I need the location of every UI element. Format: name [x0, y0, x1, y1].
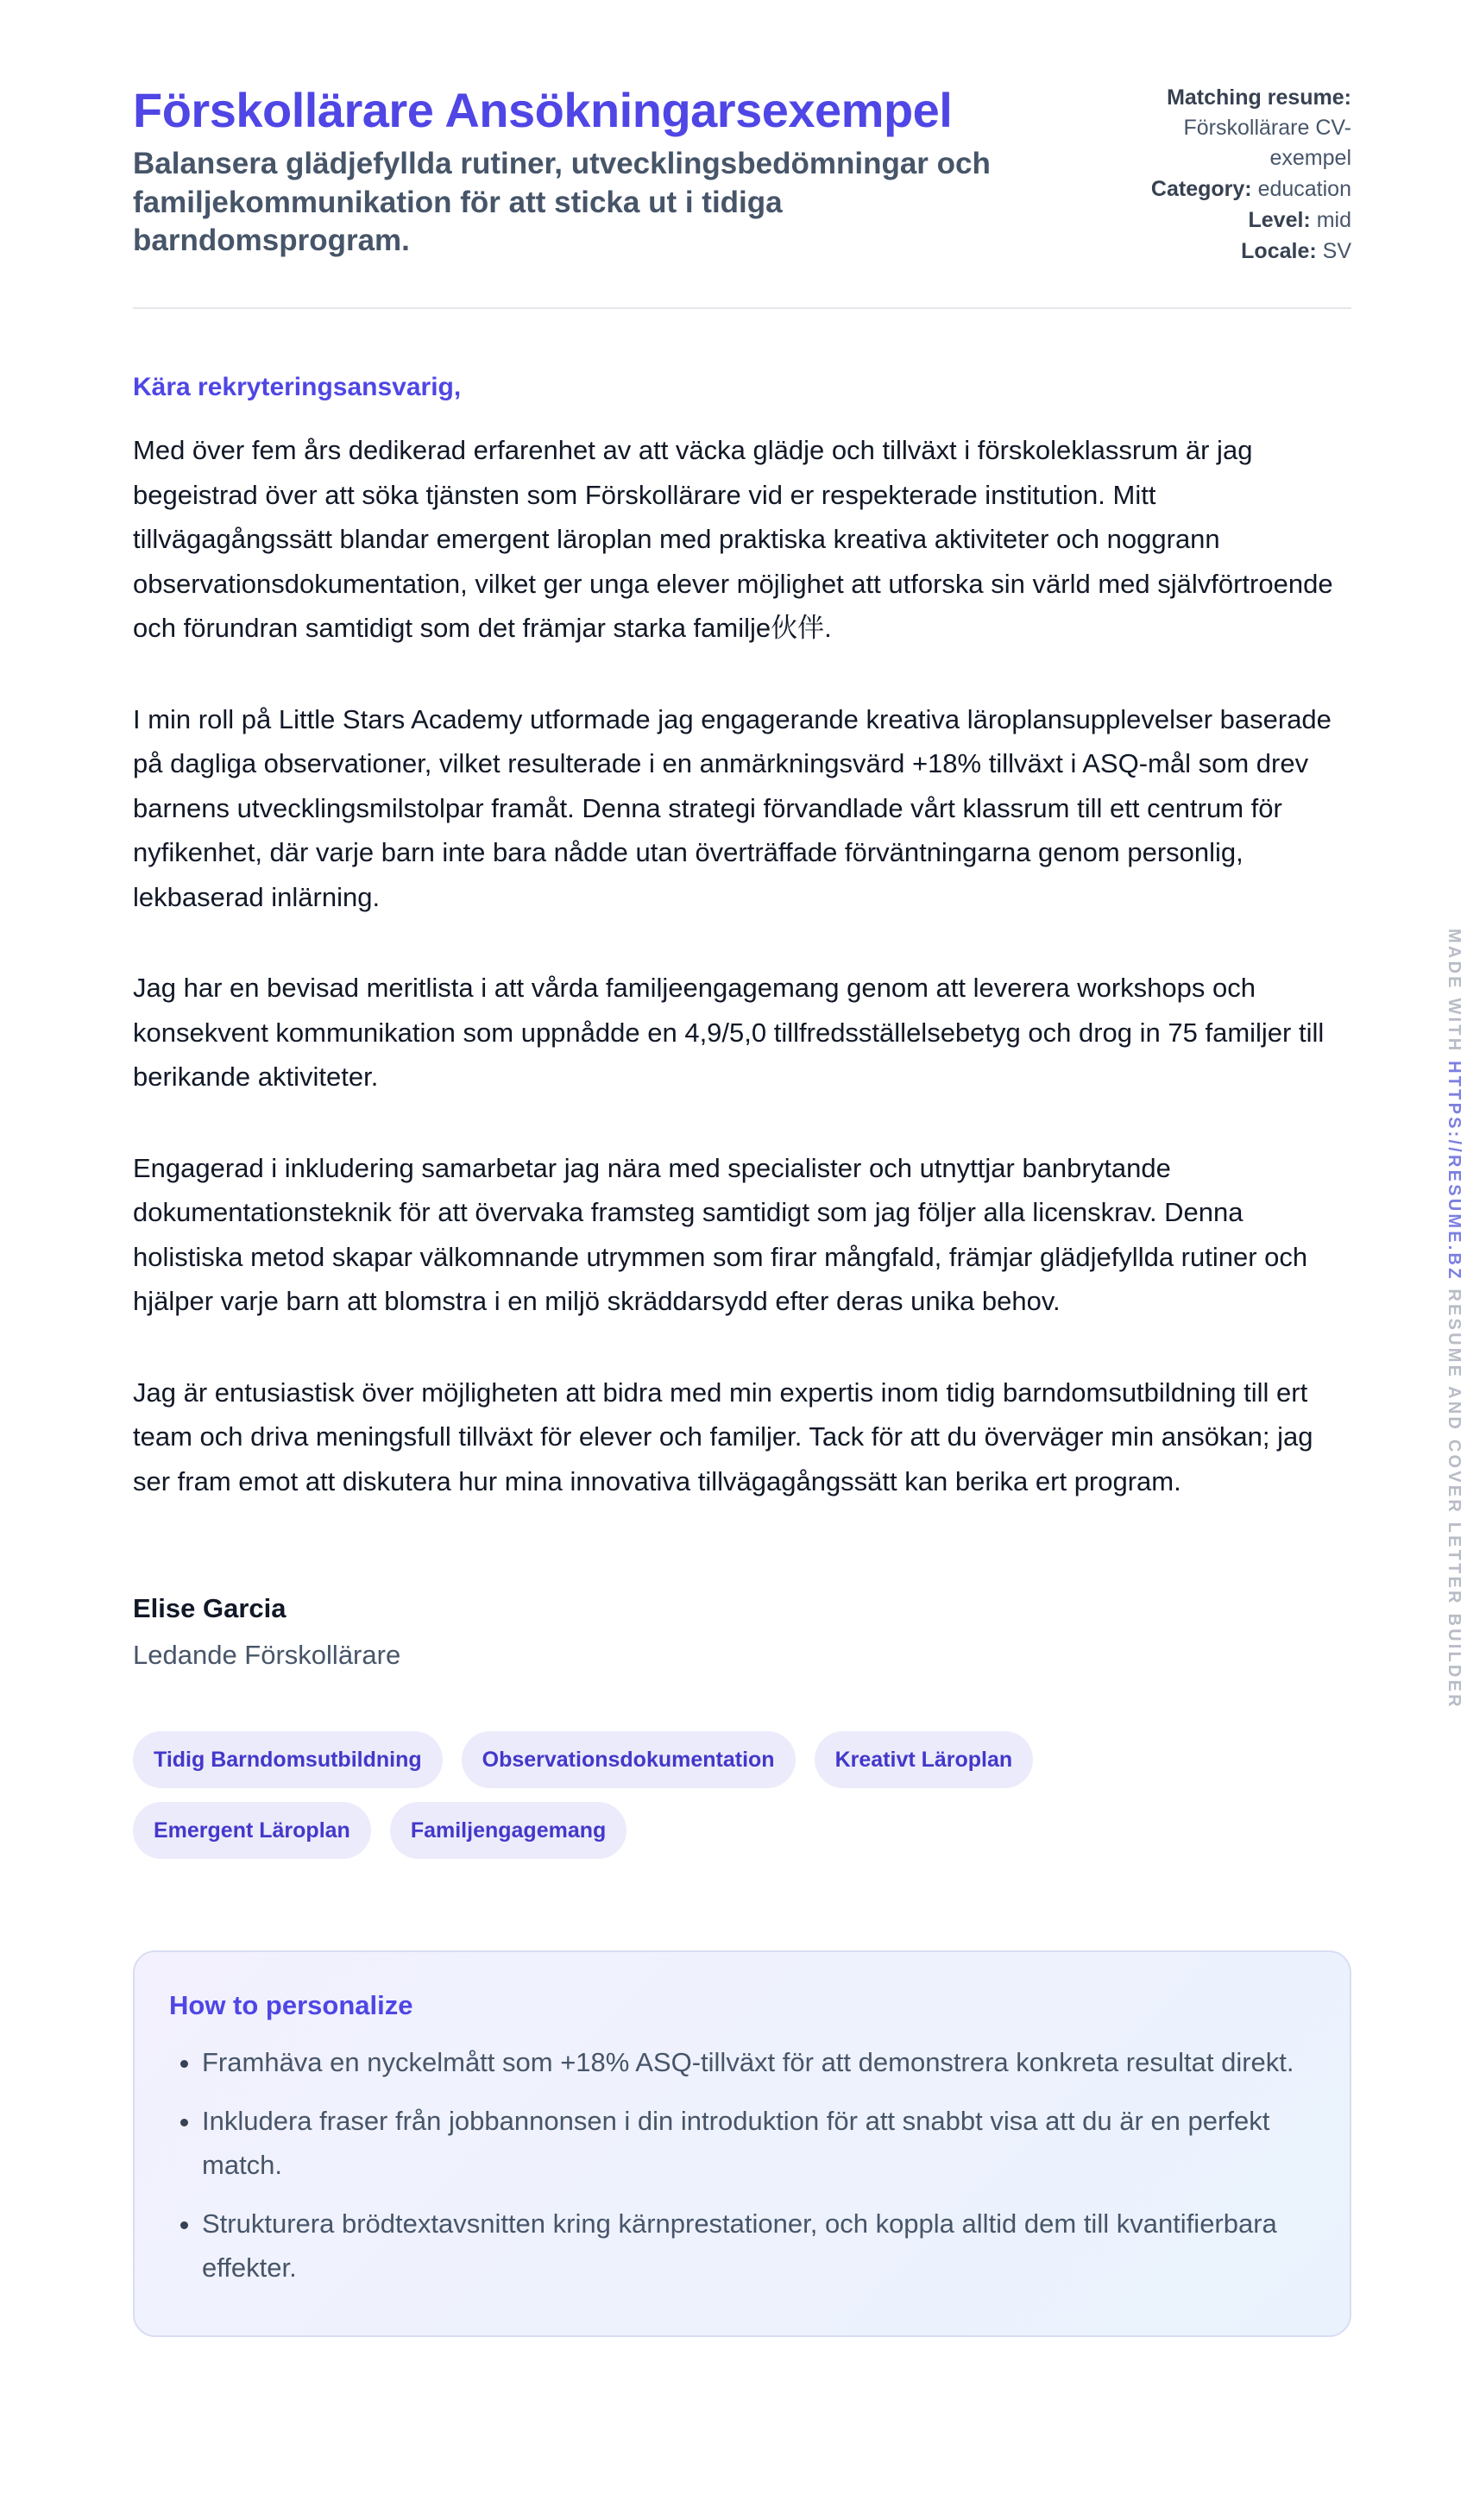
meta-category-value: education: [1257, 177, 1351, 201]
letter-paragraph: Med över fem års dedikerad erfarenhet av att väcka glädje och tillväxt i förskoleklassrum är jag begeistrad över att söka tjänsten som Förskollärare vid er respekterade institution. Mitt tillvägagångssätt blandar emergent läroplan med praktiska kreativa aktiviteter och noggrann observationsdokumentation, vilket ger unga elever möjlighet att utforska sin värld med självförtroende och förundran samtidigt som det främjar starka familje伙伴.: [133, 435, 1333, 643]
page-header: [133, 83, 1351, 309]
meta-matching-resume-value: Förskollärare CV-exempel: [1183, 116, 1351, 170]
made-with-banner: [1438, 929, 1464, 1710]
meta-locale-value: SV: [1322, 239, 1351, 263]
meta-level-value: mid: [1316, 208, 1351, 232]
skill-tags: [133, 1731, 1255, 1859]
personalize-tips-box: [133, 1950, 1351, 2337]
letter-paragraph: I min roll på Little Stars Academy utformade jag engagerande kreativa läroplansupplevelser baserade på dagliga observationer, vilket resulterade i en anmärkningsvärd +18% tillväxt i ASQ-mål som drev barnens utvecklingsmilstolpar framåt. Denna strategi förvandlade vårt klassrum till ett centrum för nyfikenhet, där varje barn inte bara nådde utan överträffade förväntningarna genom personlig, lekbaserad inlärning.: [133, 703, 1332, 912]
letter-greeting: Kära rekryteringsansvarig,: [133, 373, 462, 401]
letter-paragraph: Jag är entusiastisk över möjligheten att bidra med min expertis inom tidig barndomsutbildning till ert team och driva meningsfull tillväxt för elever och familjer. Tack för att du överväger min ansökan; jag ser fram emot att diskutera hur mina innovativa tillvägagångssätt kan berika ert program.: [133, 1377, 1313, 1496]
tip-item: • Inkludera fraser från jobbannonsen i din introduktion för att snabbt visa att du är en perfekt match.: [202, 2099, 1315, 2188]
made-with-prefix: MADE WITH: [1445, 929, 1464, 1062]
meta-locale-label: Locale:: [1241, 239, 1317, 263]
tips-list: [169, 2040, 1315, 2290]
page-title: Förskollärare Ansökningarsexempel: [133, 83, 953, 137]
signature-name: Elise Garcia: [133, 1593, 286, 1623]
meta-matching-resume-label: Matching resume:: [1167, 85, 1351, 110]
letter-body: [133, 428, 1351, 1503]
page-subtitle: Balansera glädjefyllda rutiner, utvecklingsbedömningar och familjekommunikation för att sticka ut i tidiga barndomsprogram.: [133, 147, 991, 258]
meta-category: [1127, 174, 1351, 205]
cover-letter-page: [133, 83, 1351, 2337]
tip-item: • Strukturera brödtextavsnitten kring kärnprestationer, och koppla alltid dem till kvantifierbara effekter.: [202, 2202, 1315, 2290]
tips-title: How to personalize: [169, 1990, 413, 2020]
meta-level-label: Level:: [1248, 208, 1311, 232]
letter-signature: [133, 1593, 1351, 1671]
meta-category-label: Category:: [1150, 177, 1252, 201]
meta-locale: [1127, 236, 1351, 267]
skill-tag: Kreativt Läroplan: [815, 1731, 1034, 1788]
skill-tag: Observationsdokumentation: [462, 1731, 796, 1788]
resume-bz-link[interactable]: HTTPS://RESUME.BZ: [1445, 1061, 1464, 1282]
signature-title: Ledande Förskollärare: [133, 1640, 401, 1670]
made-with-suffix: RESUME AND COVER LETTER BUILDER: [1445, 1281, 1464, 1710]
skill-tag: Familjengagemang: [390, 1802, 626, 1859]
header-title-block: [133, 83, 1048, 261]
skill-tag: Emergent Läroplan: [133, 1802, 371, 1859]
letter-paragraph: Jag har en bevisad meritlista i att vårda familjeengagemang genom att leverera workshops och konsekvent kommunikation som uppnådde en 4,9/5,0 tillfredsställelsebetyg och drog in 75 familjer till berikande aktiviteter.: [133, 973, 1325, 1092]
meta-level: [1127, 205, 1351, 236]
letter-paragraph: Engagerad i inkludering samarbetar jag nära med specialister och utnyttjar banbrytande dokumentationsteknik för att övervaka framsteg samtidigt som jag följer alla licenskrav. Denna holistiska metod skapar välkomnande utrymmen som firar mångfald, främjar glädjefyllda rutiner och hjälper varje barn att blomstra i en miljö skräddarsydd efter deras unika behov.: [133, 1152, 1308, 1316]
skill-tag: Tidig Barndomsutbildning: [133, 1731, 443, 1788]
meta-matching-resume: [1127, 83, 1351, 173]
resume-meta: [1127, 83, 1351, 268]
tip-item: • Framhäva en nyckelmått som +18% ASQ-tillväxt för att demonstrera konkreta resultat direkt.: [202, 2040, 1315, 2085]
